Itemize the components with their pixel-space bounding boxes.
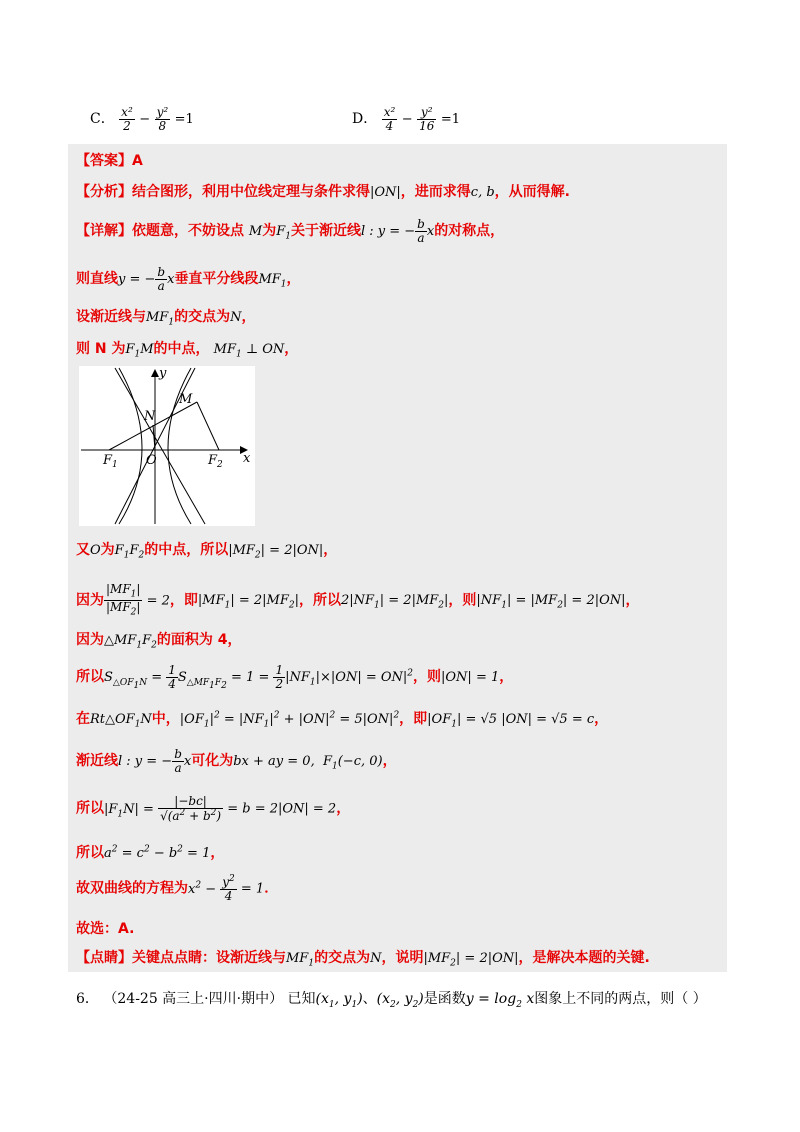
option-c-label: C． [90,111,115,128]
detail-line-1: 【详解】依题意，不妨设点 M为$F_1$关于渐近线l : y = − $\frac{b}{a}$ x的对称点， [76,217,505,245]
option-c: C． $\frac{\text{x²}}{2}$ − $\frac{\text{y²}}{8}$ =1 [90,105,194,133]
detail-line-8: 所以$S_{\triangle OF_1N}$ = $\frac{1}{4}$ $S_{\triangle MF_1F_2} = 1$ = $\frac{1}{2}$ $|NF_1|\times|ON| = ON|^2$，则|ON| = 1， [76,663,514,691]
label-M: M [179,392,193,407]
option-d-label: D． [352,111,378,128]
option-d-frac1: $\frac{\text{x²}}{4}$ [383,105,396,133]
choice-line: 故选：A. [76,921,135,937]
segment-MF2 [197,402,219,450]
option-d-frac2: $\frac{\text{y²}}{16}$ [419,105,435,133]
key-point-line: 【点睛】关键点点睛：设渐近线与$MF_1$的交点为N，说明$|MF_2| = 2|ON|$，是解决本题的关键. [76,950,650,969]
hyperbola-figure [79,366,255,526]
detail-line-7: 因为$\triangle MF_1F_2$的面积为 4， [76,632,242,651]
analysis-line: 【分析】结合图形，利用中位线定理与条件求得|ON|，进而求得c, b，从而得解. [76,184,570,200]
detail-line-12: 所以$a^2 = c^2 - b^2 = 1$， [76,844,225,861]
label-O: O [146,453,157,468]
hyperbola-diagram [79,366,255,526]
question-source: （24-25 高三上·四川·期中） [103,991,284,1007]
left-branch [119,368,142,524]
option-c-frac1: $\frac{\text{x²}}{2}$ [121,105,133,133]
detail-line-13: 故双曲线的方程为$x^2$ − $\frac{y^2}{4}$ = 1． [76,874,279,903]
label-N: N [144,409,156,424]
detail-line-5: 又O为$F_1F_2$的中点，所以$|MF_2| = 2|ON|$， [76,542,338,561]
detail-line-4: 则 N 为$F_1M$的中点， $MF_1$ ⊥ ON， [76,341,299,360]
detail-line-6: 因为 $\frac{|MF_1|}{|MF_2|}$ = 2，即$|MF_1| = 2|MF_2|$，所以$2|NF_1| = 2|MF_2|$，则$|NF_1| = |MF_2| = 2|ON|$， [76,582,640,618]
label-F2: $F_2$ [208,453,223,470]
detail-line-2: 则直线y = − $\frac{b}{a}$ x垂直平分线段$MF_1$， [76,265,301,293]
detail-line-11: 所以$|F_1N|$ = $\frac{|-bc|}{√(a^2 + b^2)}$ = b = 2|ON| = 2， [76,794,351,823]
option-d: D． $\frac{\text{x²}}{4}$ − $\frac{\text{y²}}{16}$ =1 [352,105,460,133]
label-F1: $F_1$ [103,453,118,470]
question-6: 6． （24-25 高三上·四川·期中） 已知($x_1$, $y_1$)、($x_2$, $y_2$)是函数$y = \log_2 x$图象上不同的两点，则（ ） [76,991,707,1010]
detail-line-3: 设渐近线与$MF_1$的交点为N， [76,309,256,328]
question-number: 6． [76,991,99,1007]
label-y: y [159,366,167,381]
answer-line: 【答案】A [76,153,143,169]
option-c-frac2: $\frac{\text{y²}}{8}$ [156,105,169,133]
detail-line-10: 渐近线l : y = − $\frac{b}{a}$ x可化为bx + ay = 0, $F_1(-c$, 0)， [76,747,397,775]
detail-line-9: 在$Rt\triangle OF_1N$中，$|OF_1|^2 = |NF_1|^2 + |ON|^2 = 5|ON|^2$，即$|OF_1| = √5$ |ON| = √5 = c， [76,710,609,730]
label-x: x [243,451,251,466]
